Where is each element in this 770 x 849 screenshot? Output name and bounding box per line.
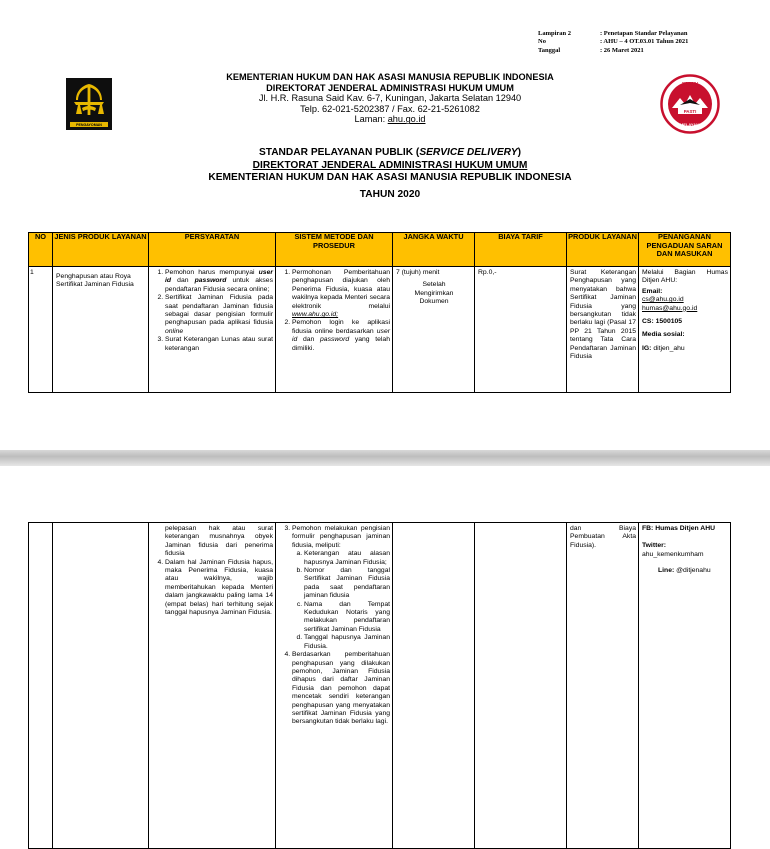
penanganan-intro: Melalui Bagian Humas Ditjen AHU: [642,269,728,285]
page-separator [0,450,770,466]
lampiran-key: No [538,38,546,46]
sistem-item-2: 2. Pemohon login ke aplikasi fidusia online berdasarkan user id dan password yang telah dimiliki. [292,319,390,353]
title-line-1 [120,147,660,160]
laman-link[interactable]: ahu.go.id [387,114,426,125]
cell-sistem-cont [276,523,392,847]
lampiran-value: : AHU – 4 OT.03.01 Tahun 2021 [600,38,689,46]
cell-sistem [276,267,392,391]
header-penanganan-pengaduan: PENANGANAN PENGADUAN SARAN DAN MASUKAN [639,233,731,267]
sistem-sub-d: d. Tanggal hapusnya Jaminan Fidusia. [304,634,390,651]
sistem-item-3: 3. Pemohon melakukan pengisian formulir penghapusan jaminan fidusia, meliputi: a. Keterangan atau alasan hapusnya Jaminan Fidusia; b. Nomor dan tanggal Sertifikat Jaminan Fidusia pada saat pendaftaran jaminan fidusia c. Nama dan Tempat Kedudukan Notaris yang melakukan pendaftaran sertifikat Jaminan Fidusia d. Tanggal hapusnya Jaminan Fidusia. [292,525,390,651]
bersih-melayani-logo [660,74,720,134]
letterhead-address: Jl. H.R. Rasuna Said Kav. 6-7, Kuningan, Jakarta Selatan 12940 [258,93,522,104]
bersih-melayani-emblem-icon [660,74,720,134]
cell-penanganan [639,267,730,391]
letterhead-directorate: DIREKTORAT JENDERAL ADMINISTRASI HUKUM UMUM [266,82,514,93]
persyaratan-item-3: 3. Surat Keterangan Lunas atau surat keterangan [165,336,273,353]
header-jenis-produk: JENIS PRODUK LAYANAN [53,233,149,267]
lampiran-value: : 26 Maret 2021 [600,46,644,54]
cell-biaya: Rp.0,- [478,269,497,276]
title-l1-prefix: STANDAR PELAYANAN PUBLIK ( [258,147,420,158]
logo-left-caption: PENGAYOMAN [76,123,102,127]
logo-right-top: BERSIH [682,81,698,86]
cell-no: 1 [30,269,34,276]
cell-no-cont [29,523,52,847]
header-jangka-waktu: JANGKA WAKTU [393,233,475,267]
cell-jangka-waktu [393,267,474,391]
laman-label: Laman: [354,114,388,125]
header-produk-layanan: PRODUK LAYANAN [567,233,639,267]
document-title [120,147,660,201]
lampiran-key: Tanggal [538,46,561,54]
cell-produk-cont: dan Biaya Pembuatan Akta Fidusia). [570,525,636,549]
cell-jenis: Penghapusan atau Roya Sertifikat Jaminan Fidusia [56,273,134,289]
line-contact: Line: @ditjenahu [658,567,711,575]
title-year: TAHUN 2020 [359,188,421,200]
sistem-sub-b: b. Nomor dan tanggal Sertifikat Jaminan Fidusia pada saat pendaftaran jaminan fidusia [304,567,390,601]
table-row [29,267,731,393]
persyaratan-item-1: 1. Pemohon harus mempunyai user id dan password untuk akses pendaftaran Fidusia secara online; [165,269,273,294]
email-humas-link[interactable]: humas@ahu.go.id [642,304,698,312]
jangka-duration: 7 (tujuh) menit [396,269,440,276]
cell-produk: Surat Keterangan Penghapusan yang menyatakan bahwa Sertifikat Jaminan Fidusia yang bersangkutan tidak berlaku lagi (Pasal 17 PP 21 Tahun 2015 tentang Tata Cara Pendaftaran Jaminan Fidusia [570,269,636,361]
letterhead [150,72,630,125]
service-standard-table [28,232,731,393]
persyaratan-item-4: 4. Dalam hal Jaminan Fidusia hapus, maka Penerima Fidusia, kuasa atau wakilnya, wajib memberitahukan kepada Menteri dalam jangkawaktu paling lama 14 (empat belas) hari terhitung sejak tanggal hapusnya Jaminan Fidusia. [165,559,273,618]
header-persyaratan: PERSYARATAN [149,233,276,267]
lampiran-block [538,30,688,55]
fb-contact: FB: Humas Ditjen AHU [642,525,716,532]
persyaratan-item-2: 2. Sertifikat Jaminan Fidusia pada saat pendaftaran Jaminan fidusia sebagai dasar pengisian formulir penghapusan pada aplikasi fidusia online [165,294,273,336]
email-label: Email: [642,287,663,295]
ahu-website-link[interactable]: www.ahu.go.id; [292,311,339,319]
cell-penanganan-cont [639,523,730,847]
cell-jenis-cont [53,523,148,847]
service-standard-table-continued [28,522,731,849]
sistem-sub-c: c. Nama dan Tempat Kedudukan Notaris yang melakukan pendaftaran sertifikat Jaminan Fidusia [304,601,390,635]
media-sosial-label: Media sosial: [642,331,685,339]
cell-persyaratan [149,267,275,391]
sistem-sub-a: a. Keterangan atau alasan hapusnya Jaminan Fidusia; [304,550,390,567]
title-line-3: KEMENTERIAN HUKUM DAN HAK ASASI MANUSIA REPUBLIK INDONESIA [208,172,572,184]
logo-right-bottom: MELAYANI [679,122,701,127]
table-row [29,523,731,849]
cell-persyaratan-cont [149,523,275,847]
pengayoman-emblem-icon [66,78,112,130]
lampiran-value: : Penetapan Standar Pelayanan [600,30,688,37]
title-l1-italic: SERVICE DELIVERY [419,147,518,158]
twitter-handle: ahu_kemenkumham [642,550,704,558]
ig-contact: IG: ditjen_ahu [642,344,685,352]
title-line-2: DIREKTORAT JENDERAL ADMINISTRASI HUKUM UMUM [252,159,528,171]
letterhead-laman [150,114,630,125]
cell-biaya-cont [475,523,566,847]
persyaratan-item-3-cont: pelepasan hak atau surat keterangan musnahnya obyek Jaminan fidusia dari penerima fidusia [165,525,273,558]
sistem-item-1: 1. Permohonan Pemberitahuan penghapusan diajukan oleh Penerima Fidusia, kuasa atau wakilnya kepada Menteri secara elektronik melalui www.ahu.go.id; [292,269,390,319]
sistem-item-4: 4. Berdasarkan pemberitahuan penghapusan yang dilakukan pemohon, Jaminan Fidusia dihapus dari daftar Jaminan Fidusia dan pemohon dapat mencetak sendiri keterangan penghapusan yang menyatakan sertifikat Jaminan Fidusia yang bersangkutan tidak berlaku lagi. [292,651,390,727]
email-cs-link[interactable]: cs@ahu.go.id [642,296,684,304]
document-page-2 [0,466,770,847]
cs-contact: CS: 1500105 [642,318,683,326]
title-l1-suffix: ) [517,147,522,158]
table-header-row [29,233,731,267]
letterhead-ministry: KEMENTERIAN HUKUM DAN HAK ASASI MANUSIA REPUBLIK INDONESIA [226,72,554,82]
header-no: NO [29,233,53,267]
header-sistem-prosedur: SISTEM METODE DAN PROSEDUR [276,233,393,267]
letterhead-phone: Telp. 62-021-5202387 / Fax. 62-21-5261082 [300,103,480,114]
header-biaya-tarif: BIAYA TARIF [475,233,567,267]
kemenkumham-logo [66,78,112,130]
lampiran-key: Lampiran 2 [538,30,572,37]
jangka-note: Setelah Mengirimkan Dokumen [414,281,454,306]
cell-jangka-cont [393,523,474,847]
logo-right-mid: PASTI [683,109,697,114]
twitter-label: Twitter: [642,542,667,550]
